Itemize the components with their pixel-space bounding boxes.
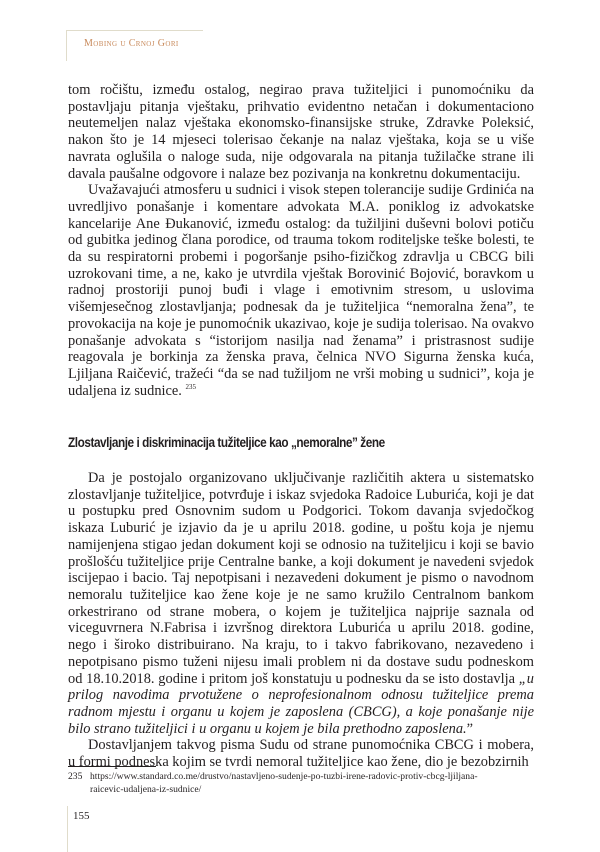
footnote-divider <box>68 766 156 767</box>
paragraph-text: Da je postojalo organizovano uključivanje različitih aktera u sistematsko zlostavljanje tužiteljice, potvrđuje i iskaz svjedoka Radoice Luburića, koji je dat u postupku pred Osnovnim sudom u Podgorici. Tokom davanja svjedočkog iskaza Luburić je izjavio da je u aprilu 2018. godine, u poštu koja je njemu namijenjena stigao jedan dokument koji se odnosio na tužiteljicu i koji se bavio prošlošću tužiteljice prije Centralne banke, a koji dokument je navedeni svjedok iscijepao i bacio. Taj nepotpisani i nezavedeni dokument je pismo o navodnom nemoralu tužiteljice kao žene koje je ne samo kružilo Centralnom bankom orkestrirano od strane mobera, o kojem je tužiteljica najprije saznala od viceguvrnera N.Fabrisa i izvršnog direktora Luburića u aprilu 2018. godine, nego i široko distribuirano. Na kraju, to i takvo fabrikovano, nezavedeno i nepotpisano pismo tuženi nijesu imali problem ni da dostave sudu podneskom od 18.10.2018. godine i pritom još konstatuju u podnesku da se isto dostavlja <box>68 470 534 687</box>
footnote-reference[interactable]: 235 <box>185 382 196 391</box>
quoted-text: „u prilog navodima prvotužene o neprofesionalnom odnosu tužiteljice prema radnom mjestu i organu u kojem je zaposlena (CBCG), a koje ponašanje nije bilo strano tužiteljici i u organu u kojem je bila prethodno zaposlena. <box>68 670 534 737</box>
paragraph <box>68 470 534 737</box>
paragraph <box>68 182 534 399</box>
section-heading: Zlostavljanje i diskriminacija tužiteljice kao „nemoralne” žene <box>68 435 385 451</box>
paragraph: Dostavljanjem takvog pisma Sudu od strane punomoćnika CBCG i mobera, u formi podneska kojim se tvrdi nemoral tužiteljice kao žene, dio je bezobzirnih <box>68 737 534 771</box>
footnote-number: 235 <box>68 771 83 782</box>
page-body <box>68 82 534 771</box>
footnote-link[interactable]: https://www.standard.co.me/drustvo/nastavljeno-sudenje-po-tuzbi-irene-radovic-protiv-cbcg-ljiljana- <box>90 771 478 782</box>
closing-quote: ” <box>466 720 474 737</box>
paragraph-text: Uvažavajući atmosferu u sudnici i visok stepen tolerancije sudije Grdinića na uvredljivo ponašanje i komentare advokata M.A. poniklog iz advokatske kancelarije Ane Đukanović, između ostalog: da tužiljini duševni bolovi potiču od gubitka jedinog člana porodice, od trauma tokom roditeljske teške bolesti, te da su respiratorni probemi i pogoršanje psiho-fizičkog zdravlja u CBCG bili uzrokovani time, a ne, kako je utvrdila vještak Borovinić Bojović, boravkom u radnoj prostoriji punoj buđi i vlage i emotivnim stresom, u uslovima višemjesečnog zlostavljanja; podnesak da je tužiteljica “nemoralna žena”, te provokacija na koje je punomoćnik ukazivao, koje je sudija tolerisao. Na ovakvo ponašanje advokata s “istorijom nasilja nad ženama” i pristrasnost sudije reagovala je borkinja za ženska prava, čelnica NVO Sigurna ženska kuća, Ljiljana Raičević, tražeći “da se nad tužiljom ne vrši mobing u sudnici”, koja je udaljena iz sudnice. <box>68 182 534 399</box>
footnote <box>68 770 538 796</box>
page-number: 155 <box>73 810 90 822</box>
footnote-link-continuation[interactable]: raicevic-udaljena-iz-sudnice/ <box>90 784 202 795</box>
page-number-rule <box>67 806 68 852</box>
running-header-title: Mobing u Crnoj Gori <box>84 38 179 49</box>
paragraph: tom ročištu, između ostalog, negirao prava tužiteljici i punomoćniku da postavljaju pitanja vještaku, prihvatio evidentno netačan i dokumentaciono neutemeljen nalaz vještaka ekonomsko-finansijske struke, Zdravke Poleksić, nakon što je 14 mjeseci tolerisao čekanje na nalaz vještaka, koja se u više navrata oglušila o naloge suda, nije odgovarala na pitanja tužilačke strane ili davala paušalne odgovore i nalaze bez pozivanja na konkretnu dokumentaciju. <box>68 82 534 182</box>
